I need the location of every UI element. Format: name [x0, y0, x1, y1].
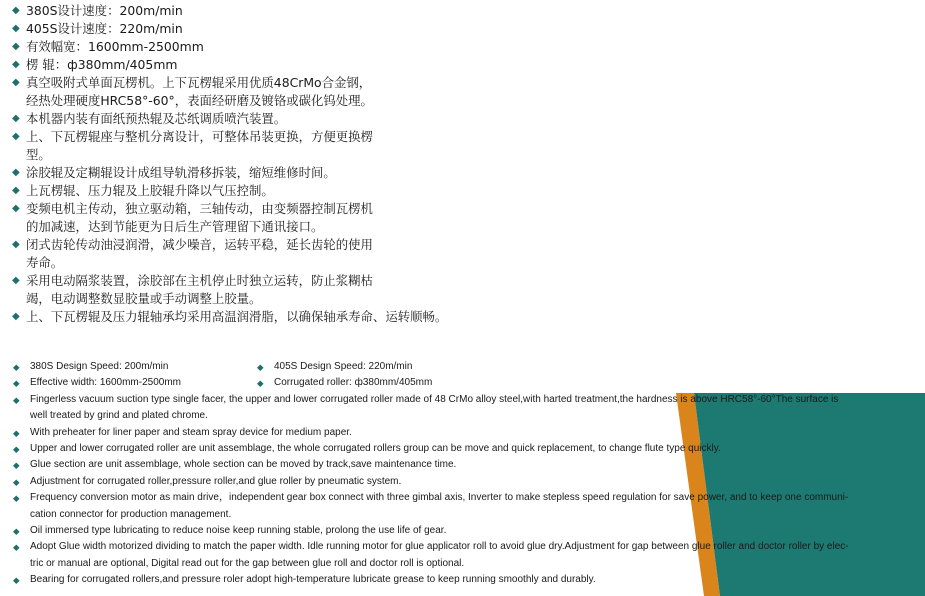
diamond-bullet-icon: ◆ [13, 427, 20, 438]
spec-item: ◆ 楞 辊：ф380mm/405mm [12, 57, 178, 72]
diamond-bullet-icon: ◆ [12, 23, 20, 34]
diamond-bullet-icon: ◆ [257, 362, 264, 372]
diamond-bullet-icon: ◆ [13, 575, 20, 586]
diamond-bullet-icon: ◆ [13, 476, 20, 487]
spec-item: ◆ Fingerless vacuum suction type single facer, the upper and lower corrugated roller made of 48 CrMo alloy steel,with harted treatment,the hardness is above HRC58°-60°The surface is well treated by grind and plated chrome. [13, 393, 839, 422]
diamond-bullet-icon: ◆ [12, 113, 20, 124]
diamond-bullet-icon: ◆ [12, 185, 20, 196]
spec-item: ◆ 上瓦楞辊、压力辊及上胶辊升降以气压控制。 [12, 183, 274, 198]
diamond-bullet-icon: ◆ [13, 493, 20, 504]
diamond-bullet-icon: ◆ [257, 378, 264, 389]
spec-item: ◆ Upper and lower corrugated roller are unit assemblage, the whole corrugated rollers group can be move and quick replacement, to change flute type quickly. [13, 441, 918, 457]
spec-item: ◆ Adopt Glue width motorized dividing to match the paper width. Idle running motor for glue applicator roll to avoid glue dry.Adjustment for gap between glue roller and doctor roller by elec- tric or manual are optional, Digital read out for the gap between glue roll and doctor roll is optional. [13, 541, 849, 569]
diamond-bullet-icon: ◆ [13, 362, 20, 372]
spec-pair-row: ◆ 380S Design Speed: 200m/min ◆ 405S Design Speed: 220m/min [13, 359, 918, 375]
spec-item: ◆ 变频电机主传动，独立驱动箱，三轴传动，由变频器控制瓦楞机 的加减速，达到节能更为日后生产管理留下通讯接口。 [12, 201, 373, 234]
spec-item: ◆ Frequency conversion motor as main drive，independent gear box connect with three gimbal axis, Inverter to make stepless speed regulation for save power, and to keep one communi- cation connector for production management. [13, 492, 849, 520]
spec-item: ◆ Bearing for corrugated rollers,and pressure roler adopt high-temperature lubricate grease to keep running smoothly and durably. [13, 572, 918, 588]
diamond-bullet-icon: ◆ [12, 167, 20, 178]
spec-item: ◆ Oil immersed type lubricating to reduce noise keep running stable, prolong the use life of gear. [13, 523, 918, 539]
diamond-bullet-icon: ◆ [13, 460, 20, 471]
spec-item: ◆ 采用电动隔浆装置，涂胶部在主机停止时独立运转，防止浆糊枯 竭，电动调整数显胶量或手动调整上胶量。 [12, 273, 373, 306]
spec-item: ◆ With preheater for liner paper and steam spray device for medium paper. [13, 425, 918, 441]
spec-item: ◆ Adjustment for corrugated roller,pressure roller,and glue roller by pneumatic system. [13, 474, 918, 490]
spec-item: ◆ 真空吸附式单面瓦楞机。上下瓦楞辊采用优质48CrMo合金钢， 经热处理硬度HRC58°-60°，表面经研磨及镀铬或碳化钨处理。 [12, 75, 373, 108]
diamond-bullet-icon: ◆ [12, 59, 20, 70]
diamond-bullet-icon: ◆ [13, 394, 20, 405]
diamond-bullet-icon: ◆ [13, 444, 20, 455]
spec-item: ◆ 380S设计速度：200m/min [12, 3, 183, 18]
diamond-bullet-icon: ◆ [12, 311, 20, 322]
spec-item: ◆ 涂胶辊及定糊辊设计成组导轨滑移拆装，缩短维修时间。 [12, 165, 336, 180]
diamond-bullet-icon: ◆ [12, 203, 20, 214]
spec-item: ◆ Glue section are unit assemblage, whole section can be moved by track,save maintenance time. [13, 457, 918, 473]
spec-pair-row: ◆ Effective width: 1600mm-2500mm ◆ Corrugated roller: ф380mm/405mm [13, 375, 918, 391]
diamond-bullet-icon: ◆ [12, 239, 20, 250]
diamond-bullet-icon: ◆ [12, 5, 20, 16]
spec-item: ◆ 上、下瓦楞辊座与整机分离设计，可整体吊装更换，方便更换楞 型。 [12, 129, 373, 162]
diamond-bullet-icon: ◆ [13, 526, 20, 537]
spec-item: ◆ 上、下瓦楞辊及压力辊轴承均采用高温润滑脂，以确保轴承寿命、运转顺畅。 [12, 309, 448, 324]
spec-item: ◆ 本机器内装有面纸预热辊及芯纸调质喷汽装置。 [12, 111, 287, 126]
chinese-spec-list [12, 2, 447, 326]
diamond-bullet-icon: ◆ [13, 542, 20, 553]
diamond-bullet-icon: ◆ [13, 378, 20, 389]
diamond-bullet-icon: ◆ [12, 41, 20, 52]
diamond-bullet-icon: ◆ [12, 131, 20, 142]
diamond-bullet-icon: ◆ [12, 77, 20, 88]
spec-item: ◆ 405S设计速度：220m/min [12, 21, 183, 36]
diamond-bullet-icon: ◆ [12, 275, 20, 286]
spec-item: ◆ 闭式齿轮传动油浸润滑，减少噪音，运转平稳，延长齿轮的使用 寿命。 [12, 237, 373, 270]
english-spec-list [13, 359, 918, 589]
spec-item: ◆ 有效幅宽：1600mm-2500mm [12, 39, 204, 54]
